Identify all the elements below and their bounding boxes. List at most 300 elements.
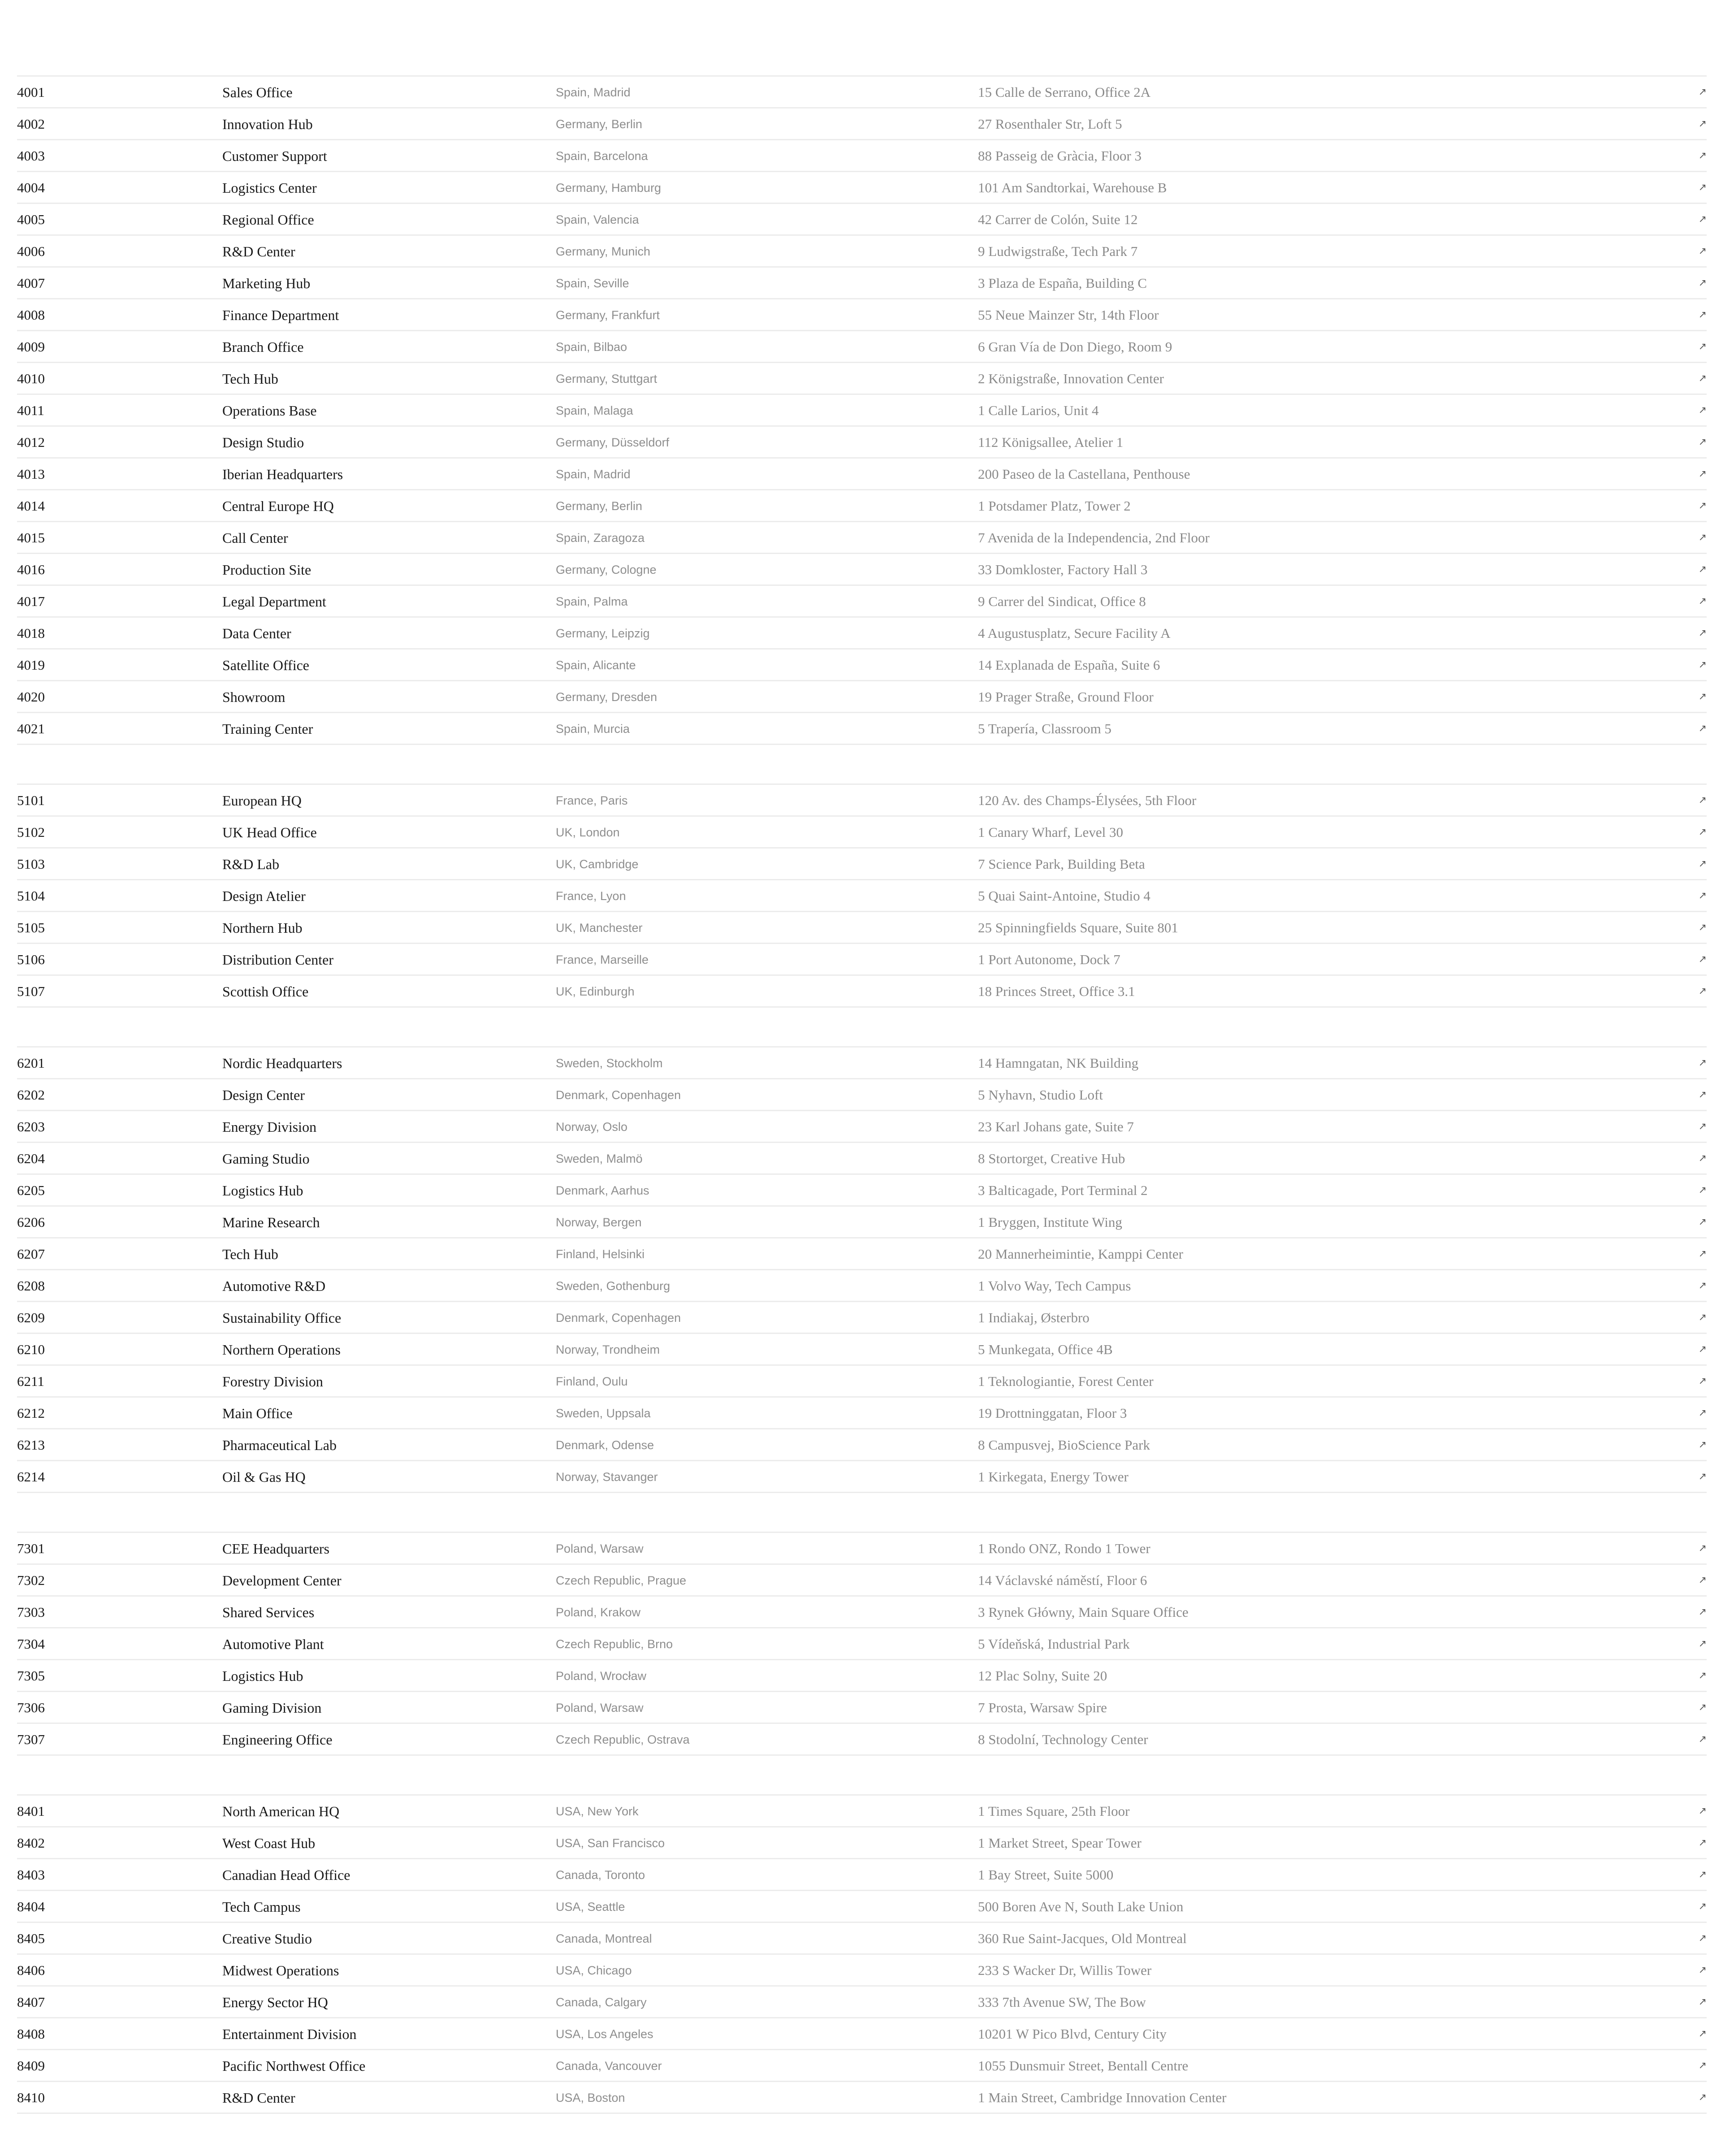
office-location: Norway, Oslo (556, 1120, 628, 1134)
office-name: Iberian Headquarters (222, 466, 343, 482)
office-location: Spain, Bilbao (556, 340, 627, 354)
table-row[interactable] (17, 1364, 1707, 1396)
office-name: Nordic Headquarters (222, 1055, 342, 1071)
table-row[interactable] (17, 815, 1707, 847)
office-name: R&D Lab (222, 856, 280, 872)
office-id: 4014 (17, 498, 45, 514)
office-name: Midwest Operations (222, 1962, 339, 1978)
office-id: 4018 (17, 625, 45, 641)
office-name: Design Center (222, 1087, 305, 1103)
external-link-icon[interactable]: ↗ (1698, 1869, 1707, 1880)
office-address: 8 Stortorget, Creative Hub (978, 1151, 1125, 1166)
table-row[interactable] (17, 1142, 1707, 1173)
office-address: 1 Indiakaj, Østerbro (978, 1310, 1090, 1325)
office-name: Pacific Northwest Office (222, 2058, 366, 2074)
office-address: 27 Rosenthaler Str, Loft 5 (978, 116, 1122, 132)
office-id: 6211 (17, 1373, 44, 1389)
office-address: 112 Königsallee, Atelier 1 (978, 434, 1124, 450)
table-row[interactable] (17, 1659, 1707, 1691)
office-location: Canada, Calgary (556, 1996, 647, 2009)
office-location: France, Marseille (556, 953, 649, 966)
external-link-icon[interactable]: ↗ (1698, 1248, 1707, 1260)
table-row[interactable] (17, 330, 1707, 362)
office-address: 1 Volvo Way, Tech Campus (978, 1278, 1131, 1294)
table-row[interactable] (17, 1691, 1707, 1723)
office-location: Germany, Cologne (556, 563, 657, 576)
table-row[interactable] (17, 943, 1707, 974)
table-row[interactable] (17, 1333, 1707, 1364)
external-link-icon[interactable]: ↗ (1698, 596, 1707, 607)
office-location: Spain, Zaragoza (556, 531, 645, 545)
office-location: USA, Seattle (556, 1900, 625, 1914)
table-row[interactable] (17, 1078, 1707, 1110)
office-location: Sweden, Gothenburg (556, 1279, 670, 1293)
office-address: 101 Am Sandtorkai, Warehouse B (978, 180, 1167, 195)
table-row[interactable] (17, 107, 1707, 139)
external-link-icon[interactable]: ↗ (1698, 437, 1707, 448)
office-address: 9 Ludwigstraße, Tech Park 7 (978, 243, 1138, 259)
office-name: Scottish Office (222, 983, 309, 1000)
office-name: Customer Support (222, 148, 327, 164)
office-id: 8404 (17, 1899, 45, 1914)
table-row[interactable] (17, 203, 1707, 234)
office-location: Spain, Murcia (556, 722, 630, 736)
office-address: 333 7th Avenue SW, The Bow (978, 1994, 1146, 2010)
office-location: USA, Boston (556, 2091, 625, 2104)
external-link-icon[interactable]: ↗ (1698, 1933, 1707, 1944)
office-name: Design Studio (222, 434, 304, 450)
table-row[interactable] (17, 171, 1707, 203)
external-link-icon[interactable]: ↗ (1698, 532, 1707, 543)
office-id: 6202 (17, 1087, 45, 1103)
table-row[interactable] (17, 1826, 1707, 1858)
office-address: 10201 W Pico Blvd, Century City (978, 2026, 1167, 2042)
office-name: Canadian Head Office (222, 1867, 350, 1883)
external-link-icon[interactable]: ↗ (1698, 373, 1707, 384)
office-id: 6208 (17, 1278, 45, 1294)
office-location: Norway, Bergen (556, 1216, 642, 1229)
office-id: 4009 (17, 339, 45, 355)
external-link-icon[interactable]: ↗ (1698, 827, 1707, 838)
table-row[interactable] (17, 521, 1707, 553)
external-link-icon[interactable]: ↗ (1698, 1121, 1707, 1132)
table-row[interactable] (17, 139, 1707, 171)
table-row[interactable] (17, 847, 1707, 879)
office-id: 4011 (17, 403, 44, 418)
office-id: 5104 (17, 888, 45, 904)
office-id: 5102 (17, 824, 45, 840)
external-link-icon[interactable]: ↗ (1698, 628, 1707, 639)
table-row[interactable] (17, 75, 1707, 107)
office-id: 8405 (17, 1931, 45, 1946)
office-id: 8410 (17, 2090, 45, 2105)
table-row[interactable] (17, 1205, 1707, 1237)
table-row[interactable] (17, 553, 1707, 584)
table-row[interactable] (17, 1269, 1707, 1301)
table-row[interactable] (17, 680, 1707, 712)
office-address: 5 Trapería, Classroom 5 (978, 721, 1111, 736)
office-location: UK, Manchester (556, 921, 643, 935)
office-id: 4020 (17, 689, 45, 705)
external-link-icon[interactable]: ↗ (1698, 1575, 1707, 1586)
office-name: Creative Studio (222, 1931, 312, 1947)
office-id: 4007 (17, 275, 45, 291)
office-address: 23 Karl Johans gate, Suite 7 (978, 1119, 1134, 1134)
table-row[interactable] (17, 394, 1707, 425)
office-id: 4021 (17, 721, 45, 736)
office-id: 4016 (17, 562, 45, 577)
table-row[interactable] (17, 1046, 1707, 1078)
table-row[interactable] (17, 1890, 1707, 1922)
office-name: Call Center (222, 530, 288, 546)
external-link-icon[interactable]: ↗ (1698, 182, 1707, 193)
office-id: 6205 (17, 1182, 45, 1198)
table-row[interactable] (17, 1723, 1707, 1756)
office-id: 5107 (17, 983, 45, 999)
office-address: 1 Bay Street, Suite 5000 (978, 1867, 1114, 1883)
office-id: 7307 (17, 1732, 45, 1747)
office-id: 7303 (17, 1604, 45, 1620)
office-id: 6214 (17, 1469, 45, 1485)
office-address: 1 Potsdamer Platz, Tower 2 (978, 498, 1131, 514)
office-group (17, 1532, 1707, 1756)
external-link-icon[interactable]: ↗ (1698, 341, 1707, 352)
office-id: 4019 (17, 657, 45, 673)
table-row[interactable] (17, 2049, 1707, 2081)
external-link-icon[interactable]: ↗ (1698, 1996, 1707, 2008)
office-id: 4012 (17, 434, 45, 450)
office-name: Forestry Division (222, 1373, 323, 1390)
office-name: Marine Research (222, 1214, 320, 1230)
office-id: 7301 (17, 1541, 45, 1556)
office-id: 8408 (17, 2026, 45, 2042)
office-location: Sweden, Uppsala (556, 1407, 651, 1420)
table-row[interactable] (17, 784, 1707, 815)
office-location: Spain, Madrid (556, 86, 631, 99)
external-link-icon[interactable]: ↗ (1698, 1901, 1707, 1912)
office-name: Logistics Hub (222, 1668, 303, 1684)
office-address: 1 Bryggen, Institute Wing (978, 1214, 1122, 1230)
office-name: Automotive R&D (222, 1278, 326, 1294)
office-address: 200 Paseo de la Castellana, Penthouse (978, 466, 1190, 482)
office-location: France, Paris (556, 794, 628, 807)
external-link-icon[interactable]: ↗ (1698, 118, 1707, 130)
office-id: 4004 (17, 180, 45, 195)
table-row[interactable] (17, 974, 1707, 1008)
office-name: Shared Services (222, 1604, 315, 1620)
office-location: Czech Republic, Brno (556, 1637, 673, 1651)
external-link-icon[interactable]: ↗ (1698, 500, 1707, 511)
office-id: 5105 (17, 920, 45, 935)
office-location: Sweden, Malmö (556, 1152, 643, 1165)
office-name: Energy Sector HQ (222, 1994, 328, 2010)
office-address: 19 Prager Straße, Ground Floor (978, 689, 1154, 705)
office-location: USA, Los Angeles (556, 2027, 653, 2041)
table-row[interactable] (17, 1396, 1707, 1428)
office-name: Training Center (222, 721, 313, 737)
office-address: 360 Rue Saint-Jacques, Old Montreal (978, 1931, 1187, 1946)
external-link-icon[interactable]: ↗ (1698, 1185, 1707, 1196)
office-name: CEE Headquarters (222, 1541, 330, 1557)
office-address: 19 Drottninggatan, Floor 3 (978, 1405, 1127, 1421)
external-link-icon[interactable]: ↗ (1698, 1089, 1707, 1100)
table-row[interactable] (17, 584, 1707, 616)
office-address: 7 Science Park, Building Beta (978, 856, 1145, 872)
table-row[interactable] (17, 457, 1707, 489)
office-location: Spain, Alicante (556, 658, 636, 672)
office-name: Entertainment Division (222, 2026, 357, 2042)
office-location: France, Lyon (556, 889, 626, 903)
office-name: Automotive Plant (222, 1636, 324, 1652)
external-link-icon[interactable]: ↗ (1698, 1057, 1707, 1069)
external-link-icon[interactable]: ↗ (1698, 1312, 1707, 1323)
external-link-icon[interactable]: ↗ (1698, 1217, 1707, 1228)
external-link-icon[interactable]: ↗ (1698, 1734, 1707, 1745)
office-address: 18 Princes Street, Office 3.1 (978, 983, 1135, 999)
office-address: 1 Canary Wharf, Level 30 (978, 824, 1123, 840)
office-location: Germany, Düsseldorf (556, 436, 670, 449)
external-link-icon[interactable]: ↗ (1698, 1805, 1707, 1817)
external-link-icon[interactable]: ↗ (1698, 87, 1707, 98)
table-row[interactable] (17, 298, 1707, 330)
table-row[interactable] (17, 1173, 1707, 1205)
office-id: 6210 (17, 1342, 45, 1357)
office-location: Canada, Vancouver (556, 2059, 662, 2073)
office-address: 3 Balticagade, Port Terminal 2 (978, 1182, 1148, 1198)
office-id: 8409 (17, 2058, 45, 2074)
office-name: Production Site (222, 562, 311, 578)
office-id: 6212 (17, 1405, 45, 1421)
table-row[interactable] (17, 1858, 1707, 1890)
office-address: 14 Hamngatan, NK Building (978, 1055, 1139, 1071)
external-link-icon[interactable]: ↗ (1698, 564, 1707, 575)
office-location: Spain, Malaga (556, 404, 633, 417)
table-row[interactable] (17, 1460, 1707, 1493)
external-link-icon[interactable]: ↗ (1698, 1439, 1707, 1450)
office-id: 6203 (17, 1119, 45, 1134)
table-row[interactable] (17, 712, 1707, 745)
office-location: Poland, Warsaw (556, 1542, 644, 1555)
office-id: 4013 (17, 466, 45, 482)
office-group (17, 1794, 1707, 2114)
office-name: Tech Campus (222, 1899, 301, 1915)
external-link-icon[interactable]: ↗ (1698, 1407, 1707, 1419)
external-link-icon[interactable]: ↗ (1698, 277, 1707, 289)
external-link-icon[interactable]: ↗ (1698, 1280, 1707, 1291)
office-location: Spain, Valencia (556, 213, 639, 226)
office-address: 1055 Dunsmuir Street, Bentall Centre (978, 2058, 1189, 2074)
table-row[interactable] (17, 1563, 1707, 1595)
office-name: Gaming Division (222, 1700, 322, 1716)
office-name: Pharmaceutical Lab (222, 1437, 337, 1453)
office-location: USA, San Francisco (556, 1836, 665, 1850)
office-location: Canada, Montreal (556, 1932, 652, 1945)
office-address: 12 Plac Solny, Suite 20 (978, 1668, 1107, 1684)
table-row[interactable] (17, 879, 1707, 911)
external-link-icon[interactable]: ↗ (1698, 150, 1707, 161)
office-name: Oil & Gas HQ (222, 1469, 306, 1485)
office-id: 8407 (17, 1994, 45, 2010)
office-address: 5 Quai Saint-Antoine, Studio 4 (978, 888, 1150, 904)
table-row[interactable] (17, 648, 1707, 680)
external-link-icon[interactable]: ↗ (1698, 1543, 1707, 1554)
office-address: 4 Augustusplatz, Secure Facility A (978, 625, 1171, 641)
office-address: 7 Avenida de la Independencia, 2nd Floor (978, 530, 1210, 545)
table-row[interactable] (17, 1595, 1707, 1627)
office-id: 4010 (17, 371, 45, 386)
office-location: UK, Edinburgh (556, 985, 635, 998)
table-row[interactable] (17, 1110, 1707, 1142)
table-row[interactable] (17, 489, 1707, 521)
office-address: 5 Vídeňská, Industrial Park (978, 1636, 1130, 1652)
office-address: 55 Neue Mainzer Str, 14th Floor (978, 307, 1159, 323)
office-name: Main Office (222, 1405, 293, 1421)
office-id: 8406 (17, 1962, 45, 1978)
office-location: Spain, Barcelona (556, 149, 648, 163)
external-link-icon[interactable]: ↗ (1698, 468, 1707, 480)
office-address: 500 Boren Ave N, South Lake Union (978, 1899, 1184, 1914)
office-address: 14 Václavské náměstí, Floor 6 (978, 1572, 1147, 1588)
table-row[interactable] (17, 234, 1707, 266)
office-location: Poland, Warsaw (556, 1701, 644, 1714)
office-location: Norway, Trondheim (556, 1343, 660, 1356)
office-name: Marketing Hub (222, 275, 311, 291)
office-location: Finland, Oulu (556, 1375, 628, 1388)
external-link-icon[interactable]: ↗ (1698, 1376, 1707, 1387)
external-link-icon[interactable]: ↗ (1698, 405, 1707, 416)
office-location: Germany, Stuttgart (556, 372, 657, 385)
office-location: Germany, Dresden (556, 690, 657, 704)
office-location: Czech Republic, Ostrava (556, 1733, 690, 1746)
office-id: 5101 (17, 792, 45, 808)
table-row[interactable] (17, 266, 1707, 298)
table-row[interactable] (17, 2081, 1707, 2114)
external-link-icon[interactable]: ↗ (1698, 1965, 1707, 1976)
office-name: Innovation Hub (222, 116, 313, 132)
table-row[interactable] (17, 911, 1707, 943)
external-link-icon[interactable]: ↗ (1698, 922, 1707, 933)
office-id: 8401 (17, 1803, 45, 1819)
office-id: 7302 (17, 1572, 45, 1588)
external-link-icon[interactable]: ↗ (1698, 1638, 1707, 1649)
office-name: R&D Center (222, 2090, 295, 2106)
office-id: 6213 (17, 1437, 45, 1453)
office-id: 7305 (17, 1668, 45, 1684)
office-name: West Coast Hub (222, 1835, 316, 1851)
external-link-icon[interactable]: ↗ (1698, 723, 1707, 734)
table-row[interactable] (17, 1985, 1707, 2017)
external-link-icon[interactable]: ↗ (1698, 1837, 1707, 1849)
table-row[interactable] (17, 1532, 1707, 1563)
table-row[interactable] (17, 1627, 1707, 1659)
office-address: 7 Prosta, Warsaw Spire (978, 1700, 1107, 1715)
external-link-icon[interactable]: ↗ (1698, 1702, 1707, 1713)
table-row[interactable] (17, 362, 1707, 394)
office-address: 5 Nyhavn, Studio Loft (978, 1087, 1103, 1103)
external-link-icon[interactable]: ↗ (1698, 2028, 1707, 2039)
office-address: 1 Times Square, 25th Floor (978, 1803, 1130, 1819)
office-id: 4006 (17, 243, 45, 259)
office-name: UK Head Office (222, 824, 317, 840)
office-name: Distribution Center (222, 952, 333, 968)
office-location: Spain, Madrid (556, 468, 631, 481)
external-link-icon[interactable]: ↗ (1698, 890, 1707, 901)
external-link-icon[interactable]: ↗ (1698, 246, 1707, 257)
office-location: Denmark, Copenhagen (556, 1311, 681, 1325)
office-name: Logistics Hub (222, 1182, 303, 1199)
office-location: UK, Cambridge (556, 857, 639, 871)
office-name: Energy Division (222, 1119, 317, 1135)
office-name: Tech Hub (222, 371, 278, 387)
office-name: Central Europe HQ (222, 498, 334, 514)
office-address: 3 Plaza de España, Building C (978, 275, 1147, 291)
external-link-icon[interactable]: ↗ (1698, 795, 1707, 806)
office-name: Logistics Center (222, 180, 317, 196)
external-link-icon[interactable]: ↗ (1698, 2060, 1707, 2071)
external-link-icon[interactable]: ↗ (1698, 1670, 1707, 1681)
office-address: 1 Rondo ONZ, Rondo 1 Tower (978, 1541, 1150, 1556)
external-link-icon[interactable]: ↗ (1698, 1606, 1707, 1618)
office-address: 9 Carrer del Sindicat, Office 8 (978, 593, 1146, 609)
external-link-icon[interactable]: ↗ (1698, 1471, 1707, 1482)
office-address: 120 Av. des Champs-Élysées, 5th Floor (978, 792, 1197, 808)
external-link-icon[interactable]: ↗ (1698, 1344, 1707, 1355)
office-address: 25 Spinningfields Square, Suite 801 (978, 920, 1178, 935)
external-link-icon[interactable]: ↗ (1698, 309, 1707, 320)
office-id: 7304 (17, 1636, 45, 1652)
external-link-icon[interactable]: ↗ (1698, 691, 1707, 702)
office-id: 8402 (17, 1835, 45, 1851)
office-location: Spain, Palma (556, 595, 628, 608)
office-name: North American HQ (222, 1803, 340, 1819)
office-name: Operations Base (222, 403, 317, 419)
office-name: Regional Office (222, 212, 314, 228)
table-row[interactable] (17, 1953, 1707, 1985)
office-location: Finland, Helsinki (556, 1247, 645, 1261)
office-location: Germany, Hamburg (556, 181, 662, 195)
external-link-icon[interactable]: ↗ (1698, 2092, 1707, 2103)
external-link-icon[interactable]: ↗ (1698, 659, 1707, 671)
table-row[interactable] (17, 1922, 1707, 1953)
office-address: 15 Calle de Serrano, Office 2A (978, 84, 1151, 100)
external-link-icon[interactable]: ↗ (1698, 214, 1707, 225)
office-id: 7306 (17, 1700, 45, 1715)
office-location: Germany, Berlin (556, 499, 643, 513)
office-id: 6206 (17, 1214, 45, 1230)
table-row[interactable] (17, 1301, 1707, 1333)
external-link-icon[interactable]: ↗ (1698, 954, 1707, 965)
table-row[interactable] (17, 1794, 1707, 1826)
external-link-icon[interactable]: ↗ (1698, 858, 1707, 870)
office-id: 4001 (17, 84, 45, 100)
office-location: Spain, Seville (556, 277, 629, 290)
table-row[interactable] (17, 616, 1707, 648)
office-name: Satellite Office (222, 657, 309, 673)
table-row[interactable] (17, 2017, 1707, 2049)
office-address: 1 Teknologiantie, Forest Center (978, 1373, 1154, 1389)
office-location: Czech Republic, Prague (556, 1574, 687, 1587)
office-address: 1 Port Autonome, Dock 7 (978, 952, 1120, 967)
office-address: 14 Explanada de España, Suite 6 (978, 657, 1160, 673)
table-row[interactable] (17, 1428, 1707, 1460)
external-link-icon[interactable]: ↗ (1698, 1153, 1707, 1164)
table-row[interactable] (17, 425, 1707, 457)
external-link-icon[interactable]: ↗ (1698, 986, 1707, 997)
office-id: 4015 (17, 530, 45, 545)
offices-list (17, 75, 1707, 2152)
office-name: Data Center (222, 625, 291, 641)
table-row[interactable] (17, 1237, 1707, 1269)
